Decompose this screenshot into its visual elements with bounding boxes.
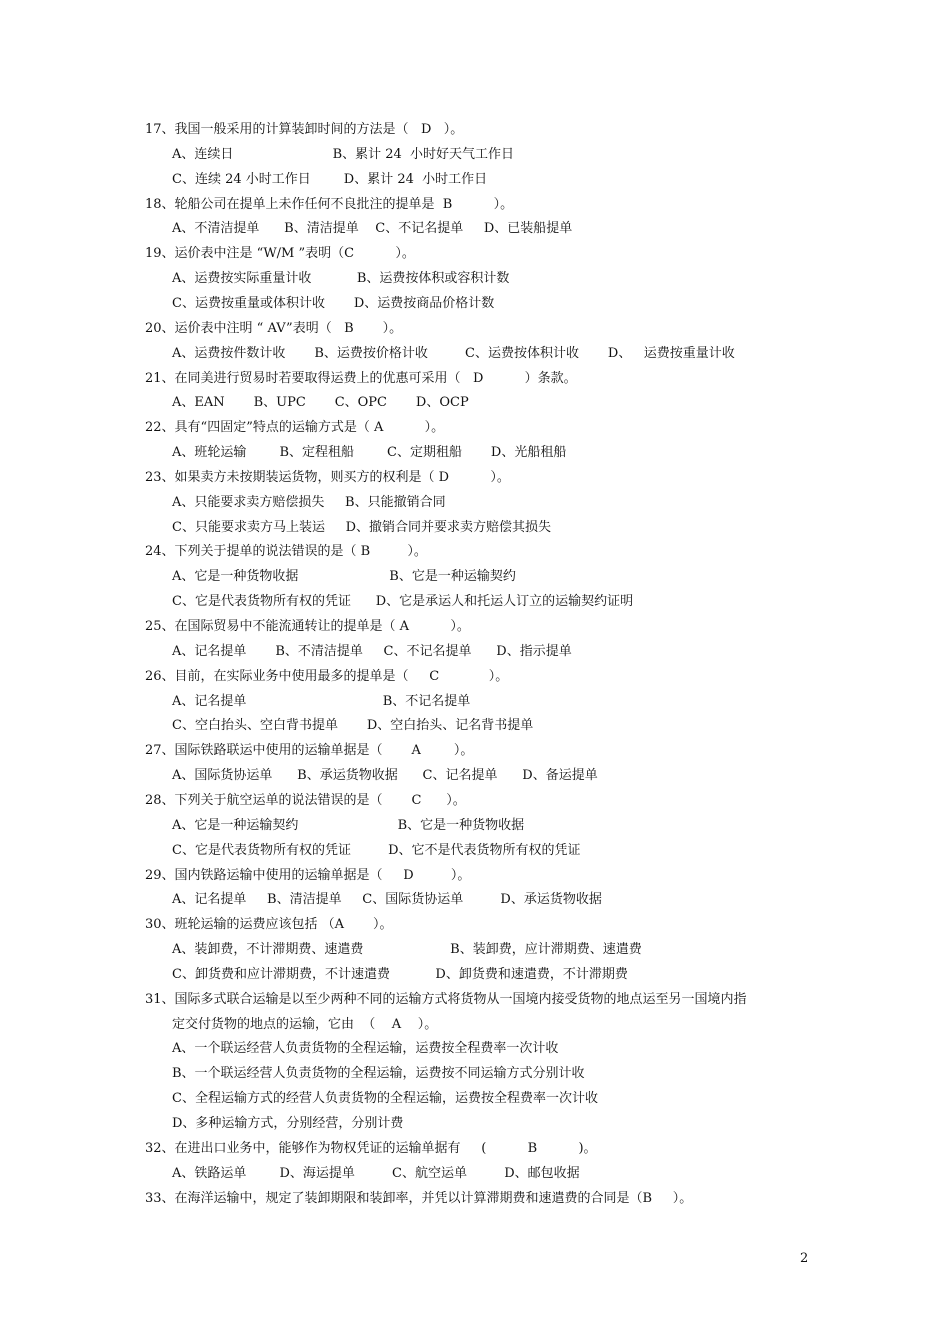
question-line: 29、国内铁路运输中使用的运输单据是（ D ）。 <box>145 868 471 883</box>
option-line: C、它是代表货物所有权的凭证 D、它不是代表货物所有权的凭证 <box>172 843 581 858</box>
option-line: A、记名提单 B、不清洁提单 C、不记名提单 D、指示提单 <box>172 644 572 659</box>
option-line: A、国际货协运单 B、承运货物收据 C、记名提单 D、备运提单 <box>172 768 598 783</box>
question-line: 20、运价表中注明 “ AV”表明（ B ）。 <box>145 321 403 336</box>
option-line: A、装卸费，不计滞期费、速遣费 B、装卸费，应计滞期费、速遣费 <box>172 942 642 957</box>
option-line: C、只能要求卖方马上装运 D、撤销合同并要求卖方赔偿其损失 <box>172 520 552 535</box>
option-line: A、它是一种运输契约 B、它是一种货物收据 <box>172 818 525 833</box>
option-line: A、一个联运经营人负责货物的全程运输，运费按全程费率一次计收 <box>172 1041 559 1056</box>
question-line: 32、在进出口业务中，能够作为物权凭证的运输单据有 ( B )。 <box>145 1141 597 1156</box>
option-line: C、空白抬头、空白背书提单 D、空白抬头、记名背书提单 <box>172 718 534 733</box>
question-line: 17、我国一般采用的计算装卸时间的方法是（ D ）。 <box>145 122 464 137</box>
option-line: B、一个联运经营人负责货物的全程运输，运费按不同运输方式分别计收 <box>172 1066 585 1081</box>
option-line: C、连续 24 小时工作日 D、累计 24 小时工作日 <box>172 172 488 187</box>
option-line: A、只能要求卖方赔偿损失 B、只能撤销合同 <box>172 495 446 510</box>
question-line: 22、具有“四固定”特点的运输方式是（ A ）。 <box>145 420 445 435</box>
question-line: 19、运价表中注是 “W/M ”表明（C ）。 <box>145 246 415 261</box>
question-line: 21、在同美进行贸易时若要取得运费上的优惠可采用（ D ）条款。 <box>145 371 577 386</box>
question-line: 27、国际铁路联运中使用的运输单据是（ A ）。 <box>145 743 474 758</box>
option-line: A、铁路运单 D、海运提单 C、航空运单 D、邮包收据 <box>172 1166 580 1181</box>
option-line: C、运费按重量或体积计收 D、运费按商品价格计数 <box>172 296 495 311</box>
question-line: 30、班轮运输的运费应该包括 （A ）。 <box>145 917 393 932</box>
question-line: 28、下列关于航空运单的说法错误的是（ C ）。 <box>145 793 466 808</box>
option-line: A、连续日 B、累计 24 小时好天气工作日 <box>172 147 515 162</box>
option-line: A、运费按件数计收 B、运费按价格计收 C、运费按体积计收 D、 运费按重量计收 <box>172 346 735 361</box>
question-line: 24、下列关于提单的说法错误的是（ B ）。 <box>145 544 427 559</box>
question-line: 33、在海洋运输中，规定了装卸期限和装卸率，并凭以计算滞期费和速遣费的合同是（B ）。 <box>145 1191 693 1206</box>
option-line: C、卸货费和应计滞期费，不计速遣费 D、卸货费和速遣费，不计滞期费 <box>172 967 628 982</box>
option-line: C、它是代表货物所有权的凭证 D、它是承运人和托运人订立的运输契约证明 <box>172 594 634 609</box>
option-line: A、EAN B、UPC C、OPC D、OCP <box>172 395 469 410</box>
option-line: A、记名提单 B、清洁提单 C、国际货协运单 D、承运货物收据 <box>172 892 602 907</box>
option-line: A、班轮运输 B、定程租船 C、定期租船 D、光船租船 <box>172 445 567 460</box>
option-line: A、记名提单 B、不记名提单 <box>172 694 471 709</box>
question-line: 23、如果卖方未按期装运货物，则买方的权利是（ D ）。 <box>145 470 510 485</box>
page-number: 2 <box>800 1251 809 1266</box>
option-line: D、多种运输方式，分别经营，分别计费 <box>172 1116 404 1131</box>
option-line: A、它是一种货物收据 B、它是一种运输契约 <box>172 569 516 584</box>
option-line: A、运费按实际重量计收 B、运费按体积或容积计数 <box>172 271 510 286</box>
question-line: 18、轮船公司在提单上未作任何不良批注的提单是 B ）。 <box>145 197 514 212</box>
option-line: A、不清洁提单 B、清洁提单 C、不记名提单 D、已装船提单 <box>172 221 573 236</box>
option-line: C、全程运输方式的经营人负责货物的全程运输，运费按全程费率一次计收 <box>172 1091 598 1106</box>
question-line: 25、在国际贸易中不能流通转让的提单是（ A ）。 <box>145 619 470 634</box>
option-line: 定交付货物的地点的运输，它由 （ A ）。 <box>172 1017 438 1032</box>
question-line: 31、国际多式联合运输是以至少两种不同的运输方式将货物从一国境内接受货物的地点运至另一国境内指 <box>145 992 747 1007</box>
question-line: 26、目前，在实际业务中使用最多的提单是（ C ）。 <box>145 669 509 684</box>
